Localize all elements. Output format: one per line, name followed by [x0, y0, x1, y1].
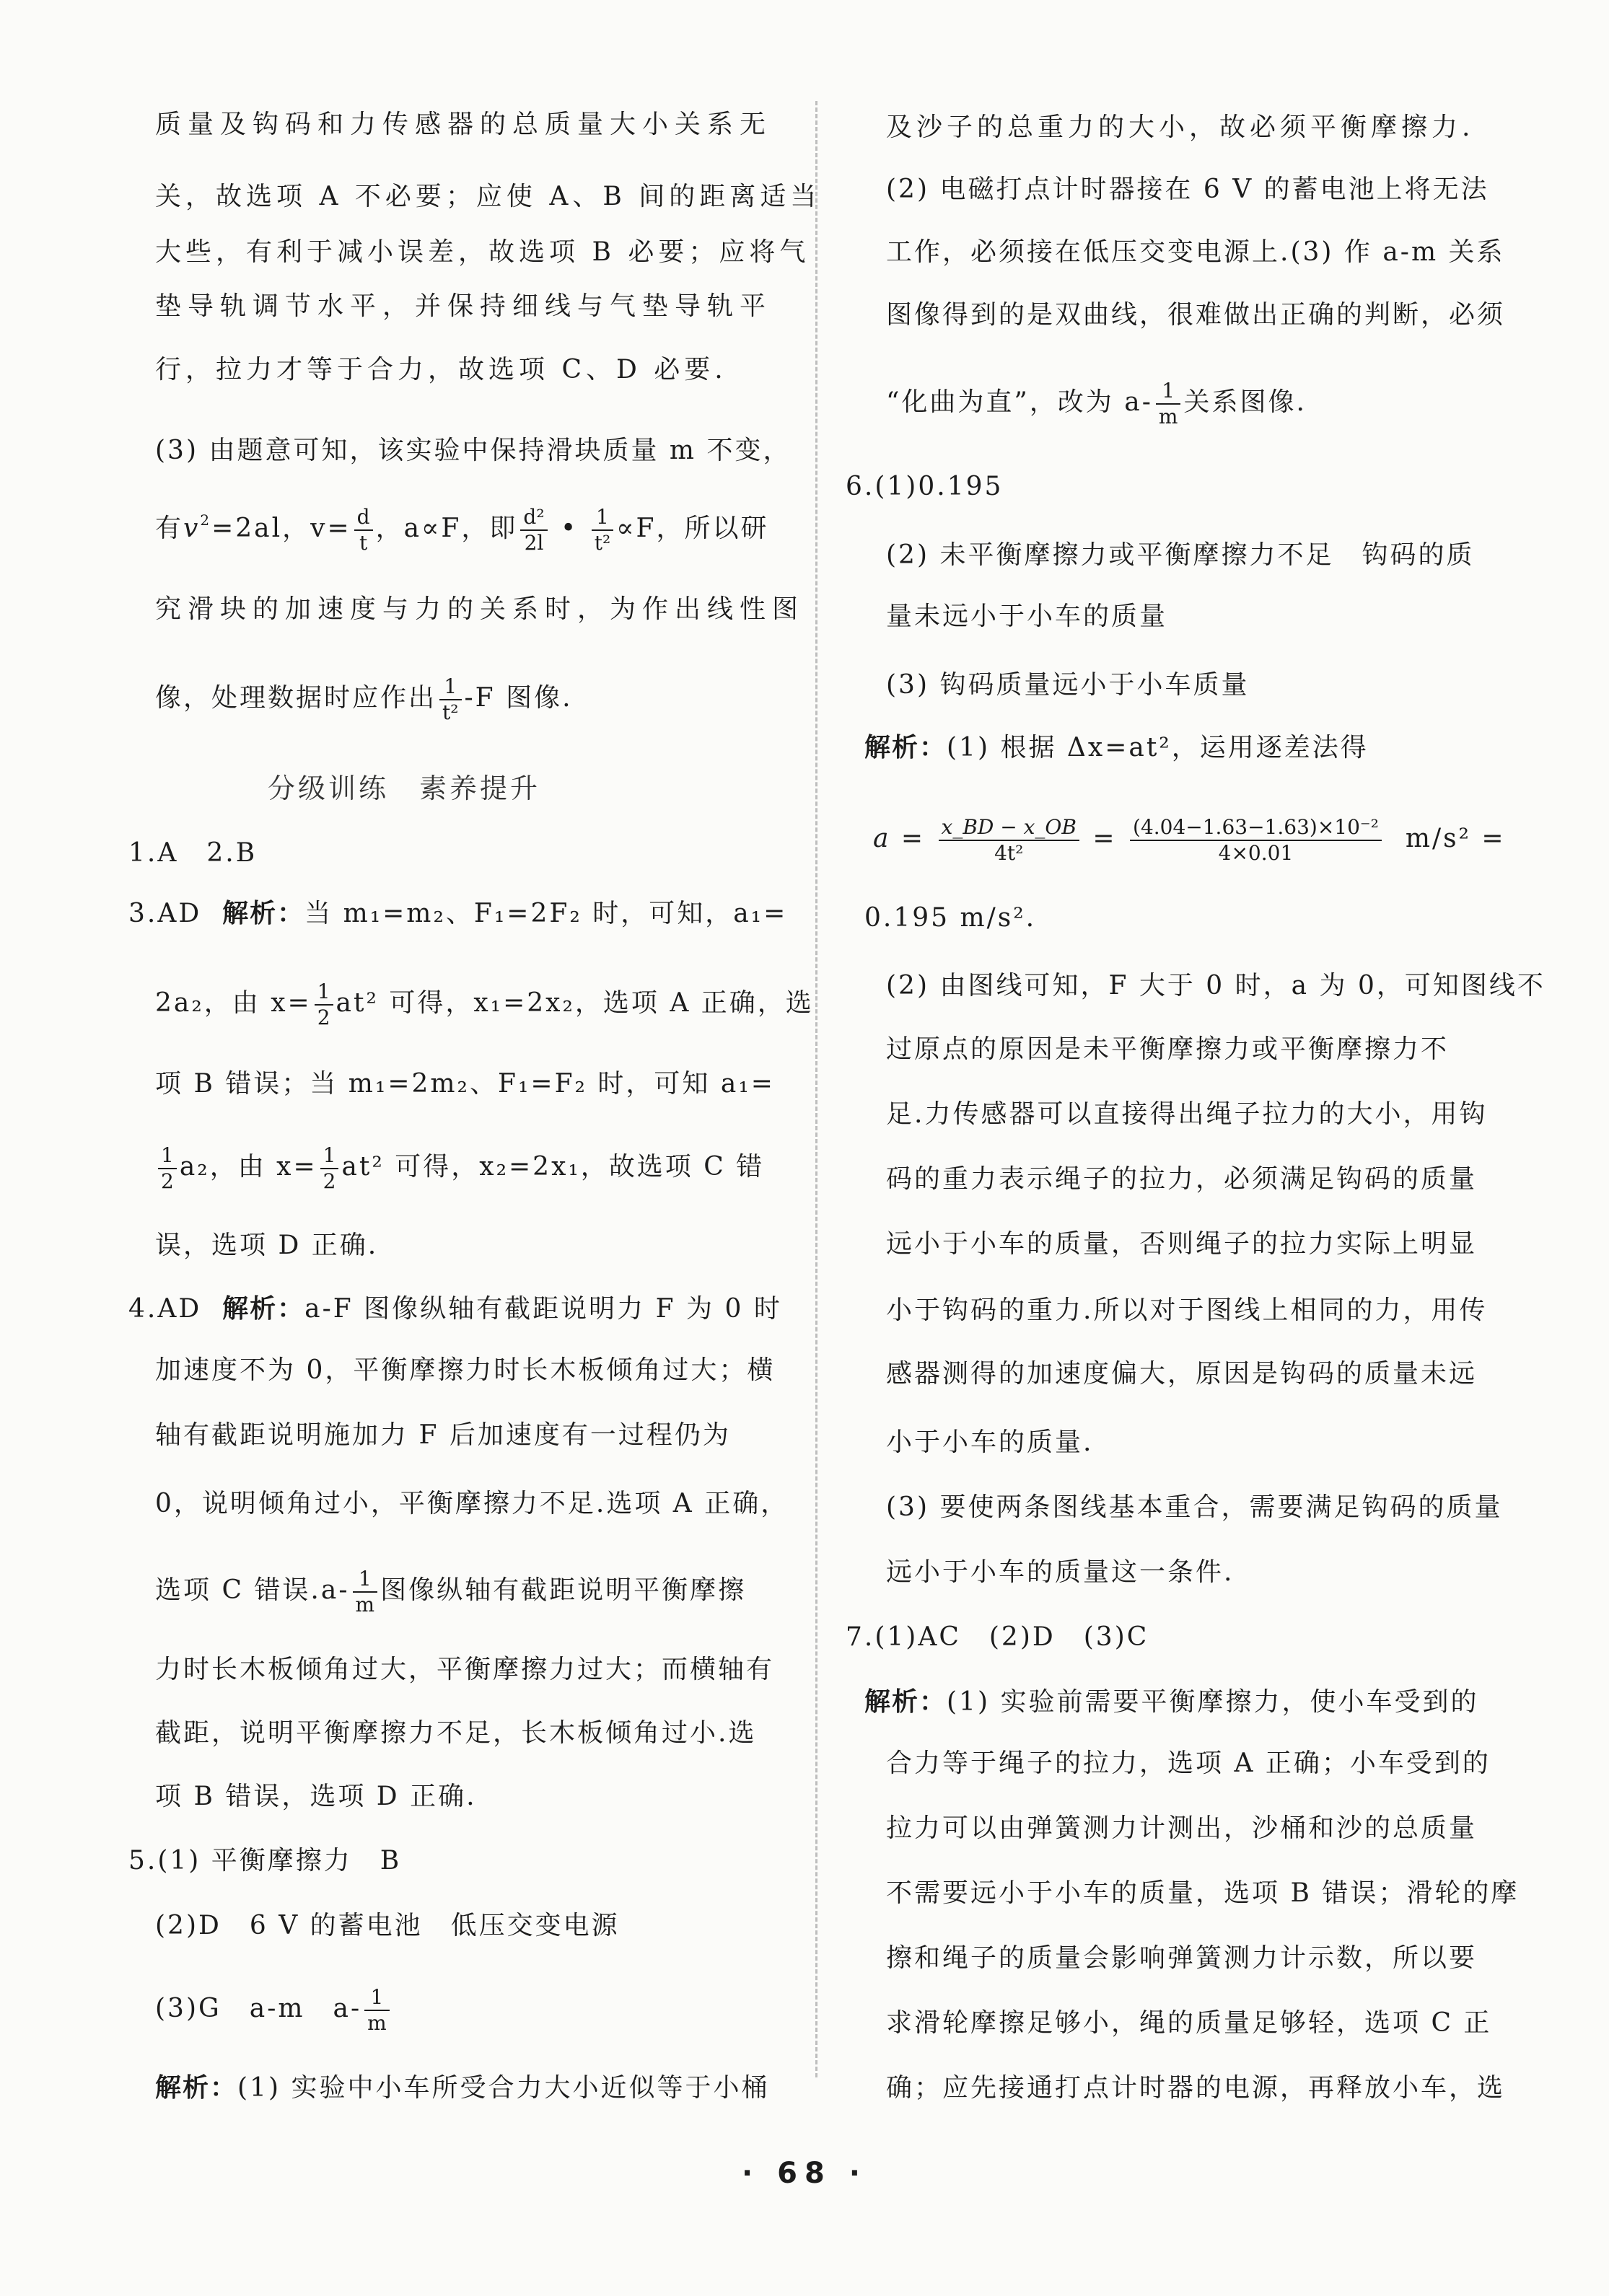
- text-span: (3)G a-m a-: [155, 1994, 362, 2023]
- page-number: · 68 ·: [742, 2157, 867, 2190]
- text-span: a =: [873, 824, 926, 853]
- denominator: 2l: [524, 531, 544, 555]
- formula-line: 有$v^2=2al$，v= $\frac{d}{t}$ ，a∝F，即 $\frac{\text{d²}}{2l}$ • $\frac{1}{\text{t²}}$ ∝F，所以研: [155, 505, 769, 555]
- text-line: 垫导轨调节水平，并保持细线与气垫导轨平: [155, 291, 773, 321]
- text-line: (2) 由图线可知，F 大于 0 时，a 为 0，可知图线不: [886, 971, 1546, 1000]
- text-line: 确；应先接通打点计时器的电源，再释放小车，选: [886, 2073, 1506, 2103]
- denominator: m: [1158, 405, 1178, 428]
- answer-line: 6.(1)0.195: [846, 472, 1004, 501]
- text-span: “化曲为直”，改为 a-: [886, 387, 1153, 417]
- text-span: 选项 C 错误.a-: [155, 1575, 350, 1605]
- text-line: [864, 730, 1369, 766]
- text-span: 关系图像.: [1183, 387, 1307, 417]
- numerator: 1: [439, 674, 461, 700]
- denominator: 4×0.01: [1218, 841, 1294, 865]
- text-line: 0.195 m/s².: [864, 903, 1037, 933]
- text-line: [864, 1684, 1478, 1720]
- text-span: (1) 实验前需要平衡摩擦力，使小车受到的: [947, 1687, 1479, 1717]
- text-span: 2a₂，由 x=: [155, 988, 312, 1018]
- text-span: 有: [155, 514, 184, 543]
- text-line: 小于小车的质量.: [886, 1428, 1094, 1457]
- text-span: x_BD − x_OB: [941, 815, 1077, 839]
- text-line: 工作，必须接在低压交变电源上.(3) 作 a-m 关系: [886, 237, 1505, 267]
- text-line: 关，故选项 A 不必要；应使 A、B 间的距离适当: [155, 182, 821, 211]
- answer-line: 7.(1)AC (2)D (3)C: [846, 1622, 1149, 1652]
- text-line: [155, 2070, 769, 2106]
- text-line: 力时长木板倾角过大，平衡摩擦力过大；而横轴有: [155, 1655, 775, 1684]
- denominator: 4t²: [994, 841, 1024, 865]
- denominator: t²: [442, 700, 459, 724]
- numerator: d: [354, 505, 373, 531]
- text-line: 量未远小于小车的质量: [886, 602, 1168, 631]
- text-span: a-F 图像纵轴有截距说明力 F 为 0 时: [304, 1294, 782, 1324]
- formula-line: [155, 674, 573, 725]
- text-line: 加速度不为 0，平衡摩擦力时长木板倾角过大；横: [155, 1355, 776, 1385]
- formula-line: [155, 980, 814, 1030]
- text-line: (2) 未平衡摩擦力或平衡摩擦力不足 钩码的质: [886, 540, 1475, 570]
- text-line: 不需要远小于小车的质量，选项 B 错误；滑轮的摩: [886, 1878, 1520, 1908]
- text-line: 究滑块的加速度与力的关系时，为作出线性图: [155, 594, 805, 624]
- denominator: m: [355, 1593, 375, 1617]
- text-line: 求滑轮摩擦足够小，绳的质量足够轻，选项 C 正: [886, 2008, 1492, 2038]
- analysis-label: 解析：: [222, 899, 305, 928]
- fraction: [364, 1985, 390, 2036]
- fraction: [315, 980, 333, 1030]
- text-span: 图像纵轴有截距说明平衡摩擦: [380, 1575, 747, 1605]
- formula-line: [873, 815, 1506, 866]
- numerator: 1: [315, 980, 333, 1006]
- text-span: m/s² =: [1405, 824, 1506, 853]
- text-line: 拉力可以由弹簧测力计测出，沙桶和沙的总质量: [886, 1813, 1478, 1843]
- answer-line: 1.A 2.B: [128, 838, 258, 868]
- text-line: 小于钩码的重力.所以对于图线上相同的力，用传: [886, 1296, 1488, 1325]
- fraction: [320, 1143, 339, 1194]
- text-line: (2) 电磁打点计时器接在 6 V 的蓄电池上将无法: [886, 175, 1489, 204]
- fraction: [439, 674, 461, 725]
- denominator: t²: [594, 531, 611, 555]
- fraction: [353, 1567, 378, 1617]
- numerator: 1: [320, 1143, 339, 1169]
- denominator: 2: [323, 1169, 336, 1193]
- text-line: 及沙子的总重力的大小，故必须平衡摩擦力.: [886, 113, 1475, 142]
- fraction: [1130, 815, 1382, 866]
- text-line: 大些，有利于减小误差，故选项 B 必要；应将气: [155, 237, 810, 267]
- text-span: 4.AD: [128, 1294, 202, 1324]
- answer-line: [128, 1291, 782, 1327]
- text-line: 误，选项 D 正确.: [155, 1231, 379, 1260]
- text-line: 截距，说明平衡摩擦力不足，长木板倾角过小.选: [155, 1718, 757, 1748]
- analysis-label: 解析：: [864, 1687, 947, 1717]
- fraction: [158, 1143, 177, 1194]
- formula-line: [886, 379, 1307, 429]
- numerator: 1: [592, 505, 613, 531]
- text-line: (3) 钩码质量远小于小车质量: [886, 670, 1250, 700]
- denominator: 2: [161, 1169, 174, 1193]
- text-span: ∝F，所以研: [616, 514, 769, 543]
- text-span: (1) 实验中小车所受合力大小近似等于小桶: [237, 2073, 770, 2103]
- answer-line: 5.(1) 平衡摩擦力 B: [128, 1846, 402, 1875]
- text-span: ，a∝F，即: [375, 514, 518, 543]
- text-line: 擦和绳子的质量会影响弹簧测力计示数，所以要: [886, 1943, 1478, 1973]
- text-span: a₂，由 x=: [179, 1152, 317, 1182]
- text-span: 像，处理数据时应作出: [155, 683, 437, 713]
- text-span: -F 图像.: [464, 683, 573, 713]
- text-line: 合力等于绳子的拉力，选项 A 正确；小车受到的: [886, 1749, 1491, 1778]
- fraction: [939, 815, 1079, 866]
- denominator: 2: [317, 1006, 330, 1029]
- numerator: (4.04−1.63−1.63)×10⁻²: [1130, 815, 1382, 841]
- analysis-label: 解析：: [864, 733, 947, 762]
- text-line: 感器测得的加速度偏大，原因是钩码的质量未远: [886, 1359, 1478, 1389]
- text-span: 3.AD: [128, 899, 202, 928]
- text-span: at² 可得，x₁=2x₂，选项 A 正确，选: [336, 988, 814, 1018]
- text-line: 质量及钩码和力传感器的总质量大小关系无: [155, 110, 773, 139]
- denominator: t: [359, 531, 368, 555]
- text-line: 过原点的原因是未平衡摩擦力或平衡摩擦力不: [886, 1034, 1450, 1064]
- numerator: 1: [158, 1143, 177, 1169]
- numerator: d²: [520, 505, 547, 531]
- numerator: 1: [1156, 379, 1181, 405]
- formula-line: [155, 1567, 746, 1617]
- text-line: 远小于小车的质量，否则绳子的拉力实际上明显: [886, 1229, 1478, 1259]
- text-line: 轴有截距说明施加力 F 后加速度有一过程仍为: [155, 1420, 731, 1450]
- formula-line: [155, 1143, 764, 1194]
- text-line: 码的重力表示绳子的拉力，必须满足钩码的质量: [886, 1164, 1478, 1194]
- text-line: (2)D 6 V 的蓄电池 低压交变电源: [155, 1911, 620, 1940]
- fraction: [1156, 379, 1181, 429]
- text-line: 行，拉力才等于合力，故选项 C、D 必要.: [155, 355, 727, 384]
- text-line: 图像得到的是双曲线，很难做出正确的判断，必须: [886, 300, 1506, 330]
- analysis-label: 解析：: [155, 2073, 238, 2103]
- text-line: 0，说明倾角过小，平衡摩擦力不足.选项 A 正确，: [155, 1489, 789, 1518]
- formula-line: [155, 1985, 393, 2036]
- text-line: (3) 由题意可知，该实验中保持滑块质量 m 不变，: [155, 436, 792, 465]
- text-line: 项 B 错误；当 m₁=2m₂、F₁=F₂ 时，可知 a₁=: [155, 1069, 775, 1099]
- column-divider: [815, 101, 817, 2077]
- section-heading: 分级训练 素养提升: [267, 773, 540, 804]
- text-line: 项 B 错误，选项 D 正确.: [155, 1782, 477, 1811]
- text-span: 当 m₁=m₂、F₁=2F₂ 时，可知，a₁=: [304, 899, 788, 928]
- text-span: =2al，v=: [211, 514, 351, 543]
- text-span: =: [1092, 824, 1117, 853]
- numerator: [939, 815, 1079, 841]
- fraction: [592, 505, 613, 555]
- text-span: at² 可得，x₂=2x₁，故选项 C 错: [341, 1152, 765, 1182]
- fraction: [520, 505, 547, 555]
- text-line: 足.力传感器可以直接得出绳子拉力的大小，用钩: [886, 1099, 1488, 1129]
- analysis-label: 解析：: [222, 1294, 305, 1324]
- text-line: (3) 要使两条图线基本重合，需要满足钩码的质量: [886, 1492, 1503, 1522]
- answer-line: [128, 896, 787, 932]
- fraction: [354, 505, 373, 555]
- text-line: 远小于小车的质量这一条件.: [886, 1557, 1235, 1587]
- numerator: 1: [364, 1985, 390, 2011]
- text-span: (1) 根据 Δx=at²，运用逐差法得: [947, 733, 1369, 762]
- numerator: 1: [353, 1567, 378, 1593]
- denominator: m: [367, 2011, 387, 2035]
